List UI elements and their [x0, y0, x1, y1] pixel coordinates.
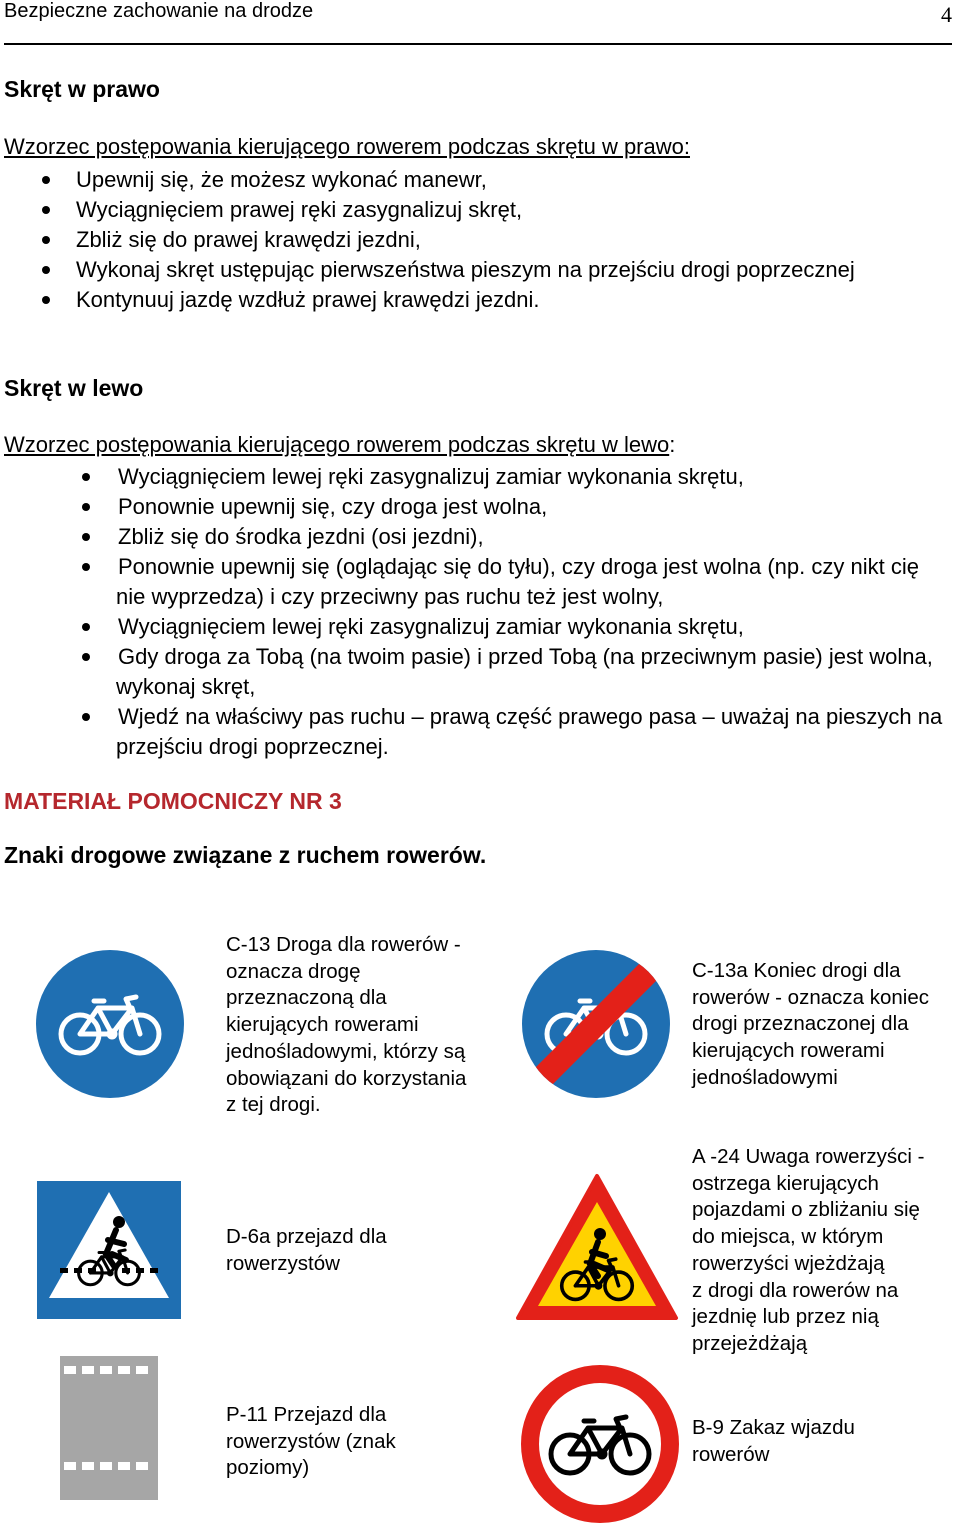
bullet-icon [82, 503, 90, 511]
bullet-icon [82, 473, 90, 481]
list-item [116, 492, 952, 522]
step-text: Zbliż się do środka jezdni (osi jezdni), [118, 524, 484, 549]
list-item [116, 702, 952, 762]
left-turn-intro-line [4, 432, 675, 458]
left-turn-intro: Wzorzec postępowania kierującego rowerem podczas skrętu w lewo [4, 432, 670, 457]
sign-caption-a24: A -24 Uwaga rowerzyści - ostrzega kierujących pojazdami o zbliżaniu się do miejsca, w którym rowerzyści wjeżdżają z drogi dla rowerów na jezdnię lub przez nią przejeżdżają [692, 1145, 925, 1355]
signs-section-title: Znaki drogowe związane z ruchem rowerów. [4, 842, 487, 868]
bullet-icon [42, 296, 50, 304]
bullet-icon [82, 563, 90, 571]
list-item [76, 285, 954, 315]
step-text: Wyciągnięciem lewej ręki zasygnalizuj zamiar wykonania skrętu, [118, 614, 744, 639]
bullet-icon [42, 236, 50, 244]
list-item [116, 552, 952, 612]
bullet-icon [82, 713, 90, 721]
bullet-icon [82, 653, 90, 661]
step-text: Gdy droga za Tobą (na twoim pasie) i przed Tobą (na przeciwnym pasie) jest wolna, wykonaj skręt, [116, 644, 933, 699]
cyclists-warning-sign-icon [514, 1172, 680, 1322]
step-text: Wyciągnięciem lewej ręki zasygnalizuj zamiar wykonania skrętu, [118, 464, 744, 489]
step-text: Ponownie upewnij się, czy droga jest wolna, [118, 494, 548, 519]
list-item [116, 612, 952, 642]
right-turn-intro: Wzorzec postępowania kierującego rowerem podczas skrętu w prawo: [4, 134, 690, 159]
left-turn-intro-colon: : [669, 432, 676, 457]
right-turn-heading: Skręt w prawo [4, 76, 160, 102]
step-text: Zbliż się do prawej krawędzi jezdni, [76, 227, 421, 252]
step-text: Ponownie upewnij się (oglądając się do tyłu), czy droga jest wolna (np. czy nikt cię nie wyprzedza) i czy przeciwny pas ruchu też jest wolny, [116, 554, 919, 609]
bullet-icon [42, 266, 50, 274]
list-item [76, 255, 954, 285]
end-of-bicycle-path-sign-icon [520, 948, 672, 1100]
left-turn-steps [116, 462, 952, 762]
list-item [116, 522, 952, 552]
bullet-icon [82, 533, 90, 541]
list-item [76, 195, 954, 225]
running-header-title: Bezpieczne zachowanie na drodze [4, 0, 314, 22]
cyclist-crossing-road-marking-icon [60, 1356, 158, 1500]
step-text: Kontynuuj jazdę wzdłuż prawej krawędzi jezdni. [76, 287, 540, 312]
material-title: MATERIAŁ POMOCNICZY NR 3 [4, 788, 342, 814]
list-item [116, 642, 952, 702]
sign-caption-c13: C-13 Droga dla rowerów - oznacza drogę przeznaczoną dla kierujących rowerami jednośladowymi, którzy są obowiązani do korzystania z tej drogi. [226, 933, 467, 1117]
page-number: 4 [941, 2, 952, 27]
bicycle-path-sign-icon [34, 948, 186, 1100]
left-turn-heading: Skręt w lewo [4, 375, 144, 401]
sign-caption-c13a: C-13a Koniec drogi dla rowerów - oznacza koniec drogi przeznaczonej dla kierujących rowerami jednośladowymi [692, 959, 929, 1089]
bullet-icon [42, 176, 50, 184]
bullet-icon [82, 623, 90, 631]
list-item [76, 225, 954, 255]
cyclist-crossing-sign-icon [36, 1180, 182, 1320]
sign-caption-b9: B-9 Zakaz wjazdu rowerów [692, 1416, 855, 1466]
no-bicycles-sign-icon [520, 1364, 680, 1524]
step-text: Upewnij się, że możesz wykonać manewr, [76, 167, 487, 192]
list-item [116, 462, 952, 492]
header-divider [4, 43, 952, 45]
sign-caption-p11: P-11 Przejazd dla rowerzystów (znak poziomy) [226, 1403, 396, 1480]
bullet-icon [42, 206, 50, 214]
step-text: Wjedź na właściwy pas ruchu – prawą część prawego pasa – uważaj na pieszych na przejściu drogi poprzecznej. [116, 704, 943, 759]
step-text: Wyciągnięciem prawej ręki zasygnalizuj skręt, [76, 197, 523, 222]
step-text: Wykonaj skręt ustępując pierwszeństwa pieszym na przejściu drogi poprzecznej [76, 257, 855, 282]
list-item [76, 165, 954, 195]
sign-caption-d6a: D-6a przejazd dla rowerzystów [226, 1225, 387, 1275]
right-turn-steps [76, 165, 954, 315]
